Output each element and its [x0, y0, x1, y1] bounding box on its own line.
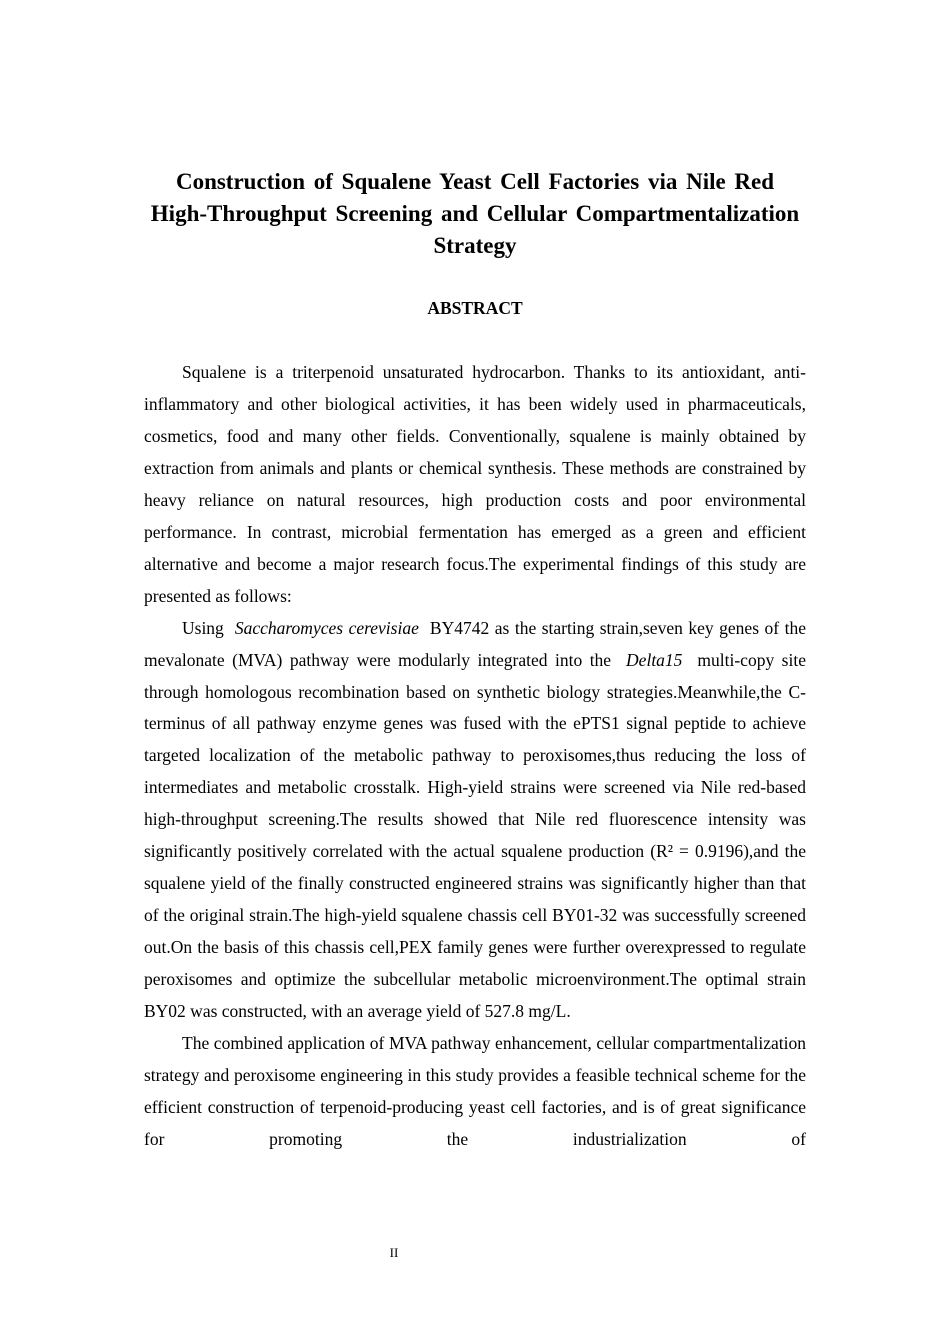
paragraph-2-intro: Using [182, 617, 224, 638]
abstract-paragraph-2 [144, 613, 806, 1028]
page-number: II [389, 1245, 399, 1260]
thesis-title: Construction of Squalene Yeast Cell Factories via Nile Red High-Throughput Screening and Cellular Compartmentalization Strategy [150, 169, 800, 258]
abstract-body [144, 357, 806, 1156]
integration-site-name: Delta15 [626, 649, 683, 670]
paragraph-2-part-1: BY4742 as the starting strain,seven key genes of the mevalonate (MVA) pathway were modularly integrated into the [144, 617, 806, 670]
species-name: Saccharomyces cerevisiae [234, 617, 419, 638]
abstract-paragraph-3: The combined application of MVA pathway enhancement, cellular compartmentalization strategy and peroxisome engineering in this study provides a feasible technical scheme for the efficient construction of terpenoid-producing yeast cell factories, and is of great significance for promoting the industrialization of [144, 1033, 806, 1149]
abstract-heading: ABSTRACT [427, 298, 523, 318]
abstract-paragraph-1: Squalene is a triterpenoid unsaturated hydrocarbon. Thanks to its antioxidant, anti-inflammatory and other biological activities, it has been widely used in pharmaceuticals, cosmetics, food and many other fields. Conventionally, squalene is mainly obtained by extraction from animals and plants or chemical synthesis. These methods are constrained by heavy reliance on natural resources, high production costs and poor environmental performance. In contrast, microbial fermentation has emerged as a green and efficient alternative and become a major research focus.The experimental findings of this study are presented as follows: [144, 362, 806, 606]
paragraph-2-part-2: multi-copy site through homologous recombination based on synthetic biology strategies.Meanwhile,the C-terminus of all pathway enzyme genes was fused with the ePTS1 signal peptide to achieve targeted localization of the metabolic pathway to peroxisomes,thus reducing the loss of intermediates and metabolic crosstalk. High-yield strains were screened via Nile red-based high-throughput screening.The results showed that Nile red fluorescence intensity was significantly positively correlated with the actual squalene production (R² = 0.9196),and the squalene yield of the finally constructed engineered strains was significantly higher than that of the original strain.The high-yield squalene chassis cell BY01-32 was successfully screened out.On the basis of this chassis cell,PEX family genes were further overexpressed to regulate peroxisomes and optimize the subcellular metabolic microenvironment.The optimal strain BY02 was constructed, with an average yield of 527.8 mg/L. [144, 649, 806, 1022]
